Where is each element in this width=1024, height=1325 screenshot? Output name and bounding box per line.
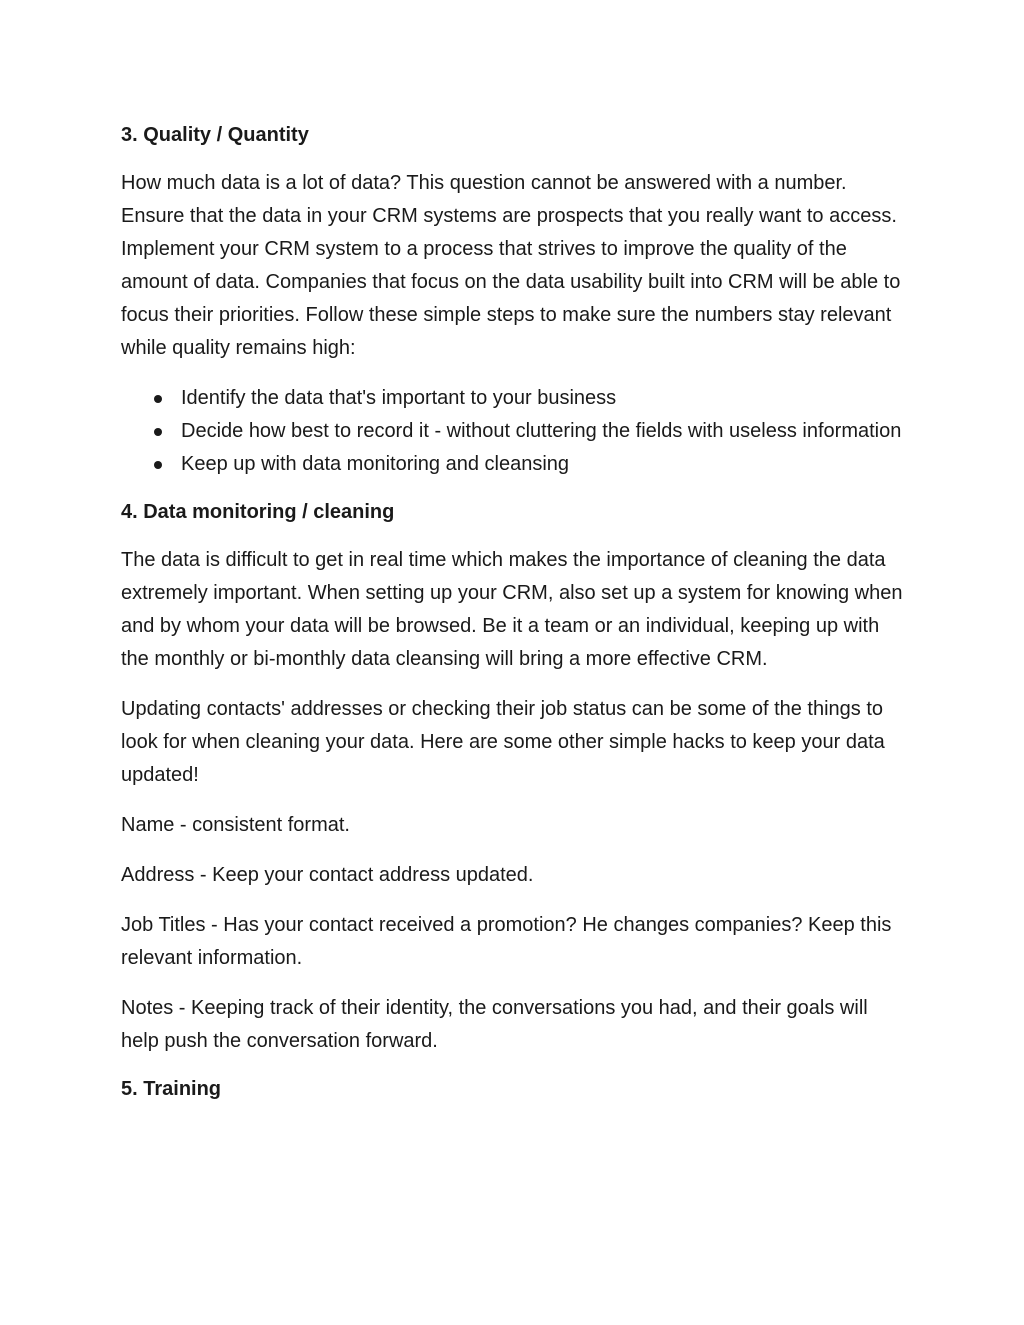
section-paragraph-job-titles: Job Titles - Has your contact received a promotion? He changes companies? Keep this relevant information. xyxy=(121,914,892,969)
list-item-text: Decide how best to record it - without cluttering the fields with useless information xyxy=(181,420,902,442)
bullet-icon xyxy=(154,461,162,469)
list-item xyxy=(121,415,911,448)
section-paragraph-address: Address - Keep your contact address updated. xyxy=(121,864,534,886)
bullet-icon xyxy=(154,428,162,436)
list-item xyxy=(121,448,911,481)
bullet-list xyxy=(121,382,911,481)
section-heading-data-monitoring: 4. Data monitoring / cleaning xyxy=(121,501,395,523)
section-paragraph-notes: Notes - Keeping track of their identity, the conversations you had, and their goals will help push the conversation forward. xyxy=(121,997,868,1052)
section-paragraph: How much data is a lot of data? This question cannot be answered with a number. Ensure that the data in your CRM systems are prospects that you really want to access. Implement your CRM system to a process that strives to improve the quality of the amount of data. Companies that focus on the data usability built into CRM will be able to focus their priorities. Follow these simple steps to make sure the numbers stay relevant while quality remains high: xyxy=(121,172,901,359)
bullet-icon xyxy=(154,395,162,403)
section-paragraph: The data is difficult to get in real time which makes the importance of cleaning the data extremely important. When setting up your CRM, also set up a system for knowing when and by whom your data will be browsed. Be it a team or an individual, keeping up with the monthly or bi-monthly data cleansing will bring a more effective CRM. xyxy=(121,549,903,670)
list-item-text: Identify the data that's important to your business xyxy=(181,387,617,409)
section-paragraph-name: Name - consistent format. xyxy=(121,814,350,836)
document-body xyxy=(121,121,911,1121)
section-heading-training: 5. Training xyxy=(121,1078,222,1100)
list-item-text: Keep up with data monitoring and cleansing xyxy=(181,453,570,475)
section-paragraph: Updating contacts' addresses or checking their job status can be some of the things to look for when cleaning your data. Here are some other simple hacks to keep your data updated! xyxy=(121,698,885,786)
list-item xyxy=(121,382,911,415)
section-heading-quality-quantity: 3. Quality / Quantity xyxy=(121,124,309,146)
